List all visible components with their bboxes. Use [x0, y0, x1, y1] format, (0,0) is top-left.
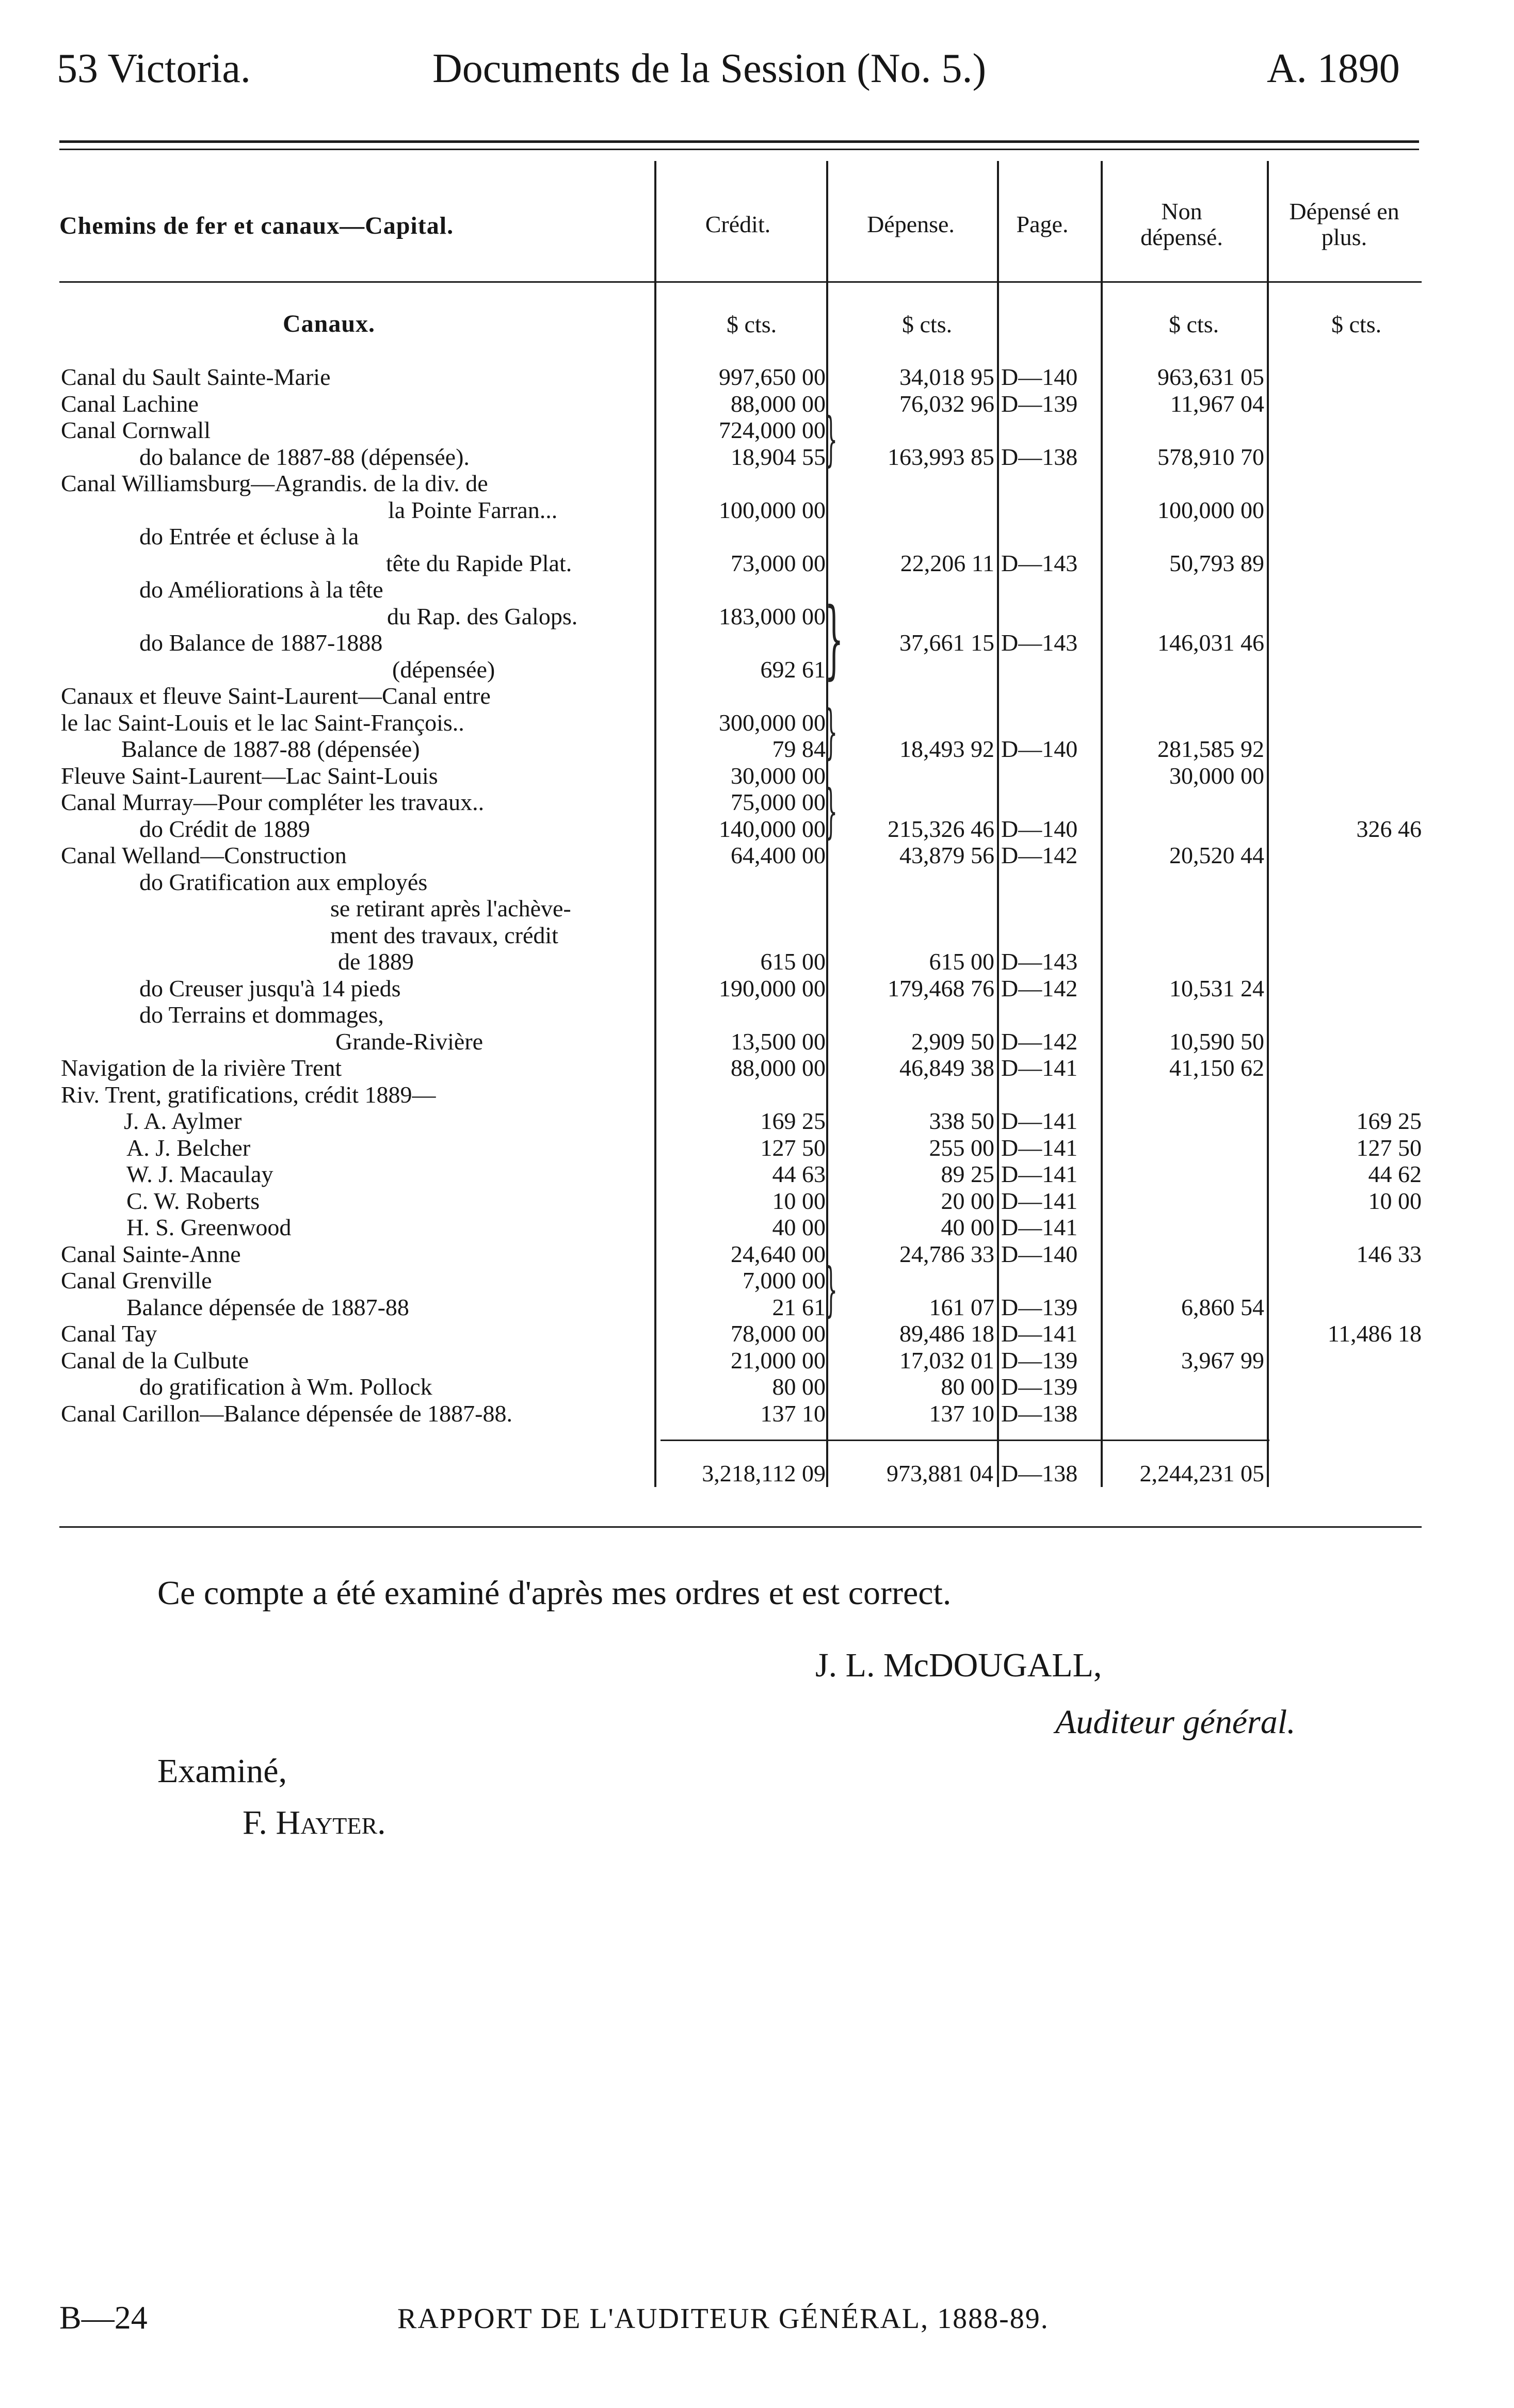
row-label: do balance de 1887-88 (dépensée).	[139, 443, 470, 470]
row-page: D—138	[1001, 1400, 1078, 1427]
row-non: 578,910 70	[1157, 443, 1264, 470]
row-depense: 615 00	[929, 948, 994, 975]
row-label: ment des travaux, crédit	[330, 922, 558, 948]
row-page: D—141	[1001, 1108, 1078, 1134]
row-label: do Terrains et dommages,	[139, 1001, 384, 1028]
row-label: Canal de la Culbute	[61, 1347, 249, 1373]
row-credit: 73,000 00	[731, 550, 826, 576]
header-year: A. 1890	[1267, 46, 1400, 91]
footer-page-ref: B—24	[59, 2299, 148, 2336]
row-non: 10,531 24	[1169, 975, 1264, 1001]
examiner-name: F. Hayter.	[243, 1804, 386, 1841]
row-depense: 40 00	[941, 1214, 994, 1240]
auditor-name: J. L. McDOUGALL,	[815, 1646, 1102, 1684]
row-depense: 89 25	[941, 1161, 994, 1187]
row-page: D—142	[1001, 975, 1078, 1001]
total-non: 2,244,231 05	[1139, 1460, 1264, 1486]
total-page: D—138	[1001, 1460, 1078, 1486]
col-non-header-line2: dépensé.	[1140, 224, 1223, 250]
row-page: D—143	[1001, 550, 1078, 576]
row-credit: 18,904 55	[731, 443, 826, 470]
row-label: do Améliorations à la tête	[139, 576, 383, 603]
row-credit: 64,400 00	[731, 842, 826, 868]
row-page: D—141	[1001, 1320, 1078, 1347]
row-plus: 10 00	[1368, 1187, 1422, 1214]
row-non: 50,793 89	[1169, 550, 1264, 576]
row-credit: 169 25	[760, 1108, 826, 1134]
row-credit: 10 00	[772, 1187, 826, 1214]
auditor-title: Auditeur général.	[1055, 1703, 1296, 1741]
row-credit: 88,000 00	[731, 1055, 826, 1081]
row-page: D—140	[1001, 364, 1078, 390]
row-page: D—142	[1001, 842, 1078, 868]
row-non: 11,967 04	[1170, 390, 1264, 417]
row-depense: 215,326 46	[888, 815, 994, 842]
row-plus: 11,486 18	[1327, 1320, 1422, 1347]
row-label: Canal Lachine	[61, 390, 199, 417]
row-credit: 40 00	[772, 1214, 826, 1240]
row-depense: 46,849 38	[899, 1055, 994, 1081]
row-credit: 300,000 00	[719, 709, 826, 736]
row-non: 6,860 54	[1181, 1294, 1264, 1320]
row-depense: 18,493 92	[899, 736, 994, 762]
row-label: Canal Williamsburg—Agrandis. de la div. de	[61, 470, 488, 496]
row-credit: 44 63	[772, 1161, 826, 1187]
row-page: D—139	[1001, 1294, 1078, 1320]
row-non: 10,590 50	[1169, 1028, 1264, 1055]
row-label: Canal du Sault Sainte-Marie	[61, 364, 331, 390]
row-credit: 724,000 00	[719, 417, 826, 443]
row-credit: 7,000 00	[743, 1267, 826, 1294]
totals-rule	[661, 1440, 1269, 1441]
row-depense: 161 07	[929, 1294, 994, 1320]
row-credit: 21 61	[772, 1294, 826, 1320]
row-label: Grande-Rivière	[335, 1028, 484, 1055]
row-credit: 78,000 00	[731, 1320, 826, 1347]
row-label: Riv. Trent, gratifications, crédit 1889—	[61, 1081, 436, 1108]
row-non: 30,000 00	[1169, 762, 1264, 789]
row-depense: 17,032 01	[899, 1347, 994, 1373]
row-depense: 80 00	[941, 1373, 994, 1400]
table-header-rule	[59, 281, 1422, 283]
row-depense: 43,879 56	[899, 842, 994, 868]
row-credit: 80 00	[772, 1373, 826, 1400]
row-non: 20,520 44	[1169, 842, 1264, 868]
row-label: Canal Sainte-Anne	[61, 1240, 241, 1267]
row-depense: 34,018 95	[899, 364, 994, 390]
row-depense: 179,468 76	[888, 975, 994, 1001]
row-plus: 169 25	[1356, 1108, 1422, 1134]
row-depense: 76,032 96	[899, 390, 994, 417]
row-page: D—141	[1001, 1161, 1078, 1187]
row-non: 100,000 00	[1157, 496, 1264, 523]
row-depense: 89,486 18	[899, 1320, 994, 1347]
row-label: A. J. Belcher	[126, 1134, 251, 1161]
row-depense: 24,786 33	[899, 1240, 994, 1267]
row-label: de 1889	[338, 948, 414, 975]
grouping-brace: }	[825, 777, 838, 845]
row-page: D—140	[1001, 815, 1078, 842]
col-non-header-line1: Non	[1161, 198, 1202, 224]
row-label: do gratification à Wm. Pollock	[139, 1373, 432, 1400]
row-plus: 127 50	[1356, 1134, 1422, 1161]
row-credit: 21,000 00	[731, 1347, 826, 1373]
row-page: D—139	[1001, 1373, 1078, 1400]
row-page: D—139	[1001, 1347, 1078, 1373]
row-credit: 24,640 00	[731, 1240, 826, 1267]
row-label: Balance de 1887-88 (dépensée)	[121, 736, 420, 762]
grouping-brace: }	[825, 405, 838, 473]
row-credit: 100,000 00	[719, 496, 826, 523]
row-non: 281,585 92	[1157, 736, 1264, 762]
row-plus: 326 46	[1356, 815, 1422, 842]
row-credit: 183,000 00	[719, 603, 826, 629]
row-credit: 88,000 00	[731, 390, 826, 417]
header-document-title: Documents de la Session (No. 5.)	[432, 46, 987, 91]
examined-label: Examiné,	[157, 1752, 287, 1790]
row-page: D—140	[1001, 736, 1078, 762]
row-credit: 692 61	[760, 656, 826, 683]
row-page: D—140	[1001, 1240, 1078, 1267]
grouping-brace: }	[825, 589, 844, 688]
row-non: 146,031 46	[1157, 629, 1264, 656]
row-credit: 615 00	[760, 948, 826, 975]
row-depense: 37,661 15	[899, 629, 994, 656]
total-credit: 3,218,112 09	[702, 1460, 826, 1486]
row-label: le lac Saint-Louis et le lac Saint-François..	[61, 709, 464, 736]
row-depense: 137 10	[929, 1400, 994, 1427]
row-plus: 44 62	[1368, 1161, 1422, 1187]
row-label: do Creuser jusqu'à 14 pieds	[139, 975, 401, 1001]
row-label: do Crédit de 1889	[139, 815, 310, 842]
row-label: Canal Murray—Pour compléter les travaux..	[61, 789, 485, 815]
col-divider	[997, 161, 999, 1487]
footer-report-title: RAPPORT DE L'AUDITEUR GÉNÉRAL, 1888-89.	[397, 2303, 1049, 2335]
row-non: 963,631 05	[1157, 364, 1264, 390]
row-credit: 127 50	[760, 1134, 826, 1161]
unit-depense: $ cts.	[902, 311, 953, 337]
row-non: 3,967 99	[1181, 1347, 1264, 1373]
row-label: do Balance de 1887-1888	[139, 629, 383, 656]
row-label: Canal Tay	[61, 1320, 157, 1347]
col-page-header: Page.	[1016, 211, 1069, 237]
row-label: tête du Rapide Plat.	[386, 550, 572, 576]
row-label: J. A. Aylmer	[124, 1108, 242, 1134]
row-label: W. J. Macaulay	[126, 1161, 273, 1187]
unit-plus: $ cts.	[1331, 311, 1382, 337]
row-page: D—143	[1001, 629, 1078, 656]
row-label: Canal Grenville	[61, 1267, 212, 1294]
row-credit: 13,500 00	[731, 1028, 826, 1055]
row-label: Fleuve Saint-Laurent—Lac Saint-Louis	[61, 762, 438, 789]
table-bottom-rule	[59, 1526, 1422, 1528]
col-credit-header: Crédit.	[705, 211, 771, 237]
row-depense: 22,206 11	[900, 550, 994, 576]
row-label: C. W. Roberts	[126, 1187, 260, 1214]
row-label: Canal Welland—Construction	[61, 842, 347, 868]
col-plus-header-line1: Dépensé en	[1289, 198, 1399, 224]
row-credit: 137 10	[760, 1400, 826, 1427]
col-depense-header: Dépense.	[867, 211, 955, 237]
row-depense: 20 00	[941, 1187, 994, 1214]
row-depense: 255 00	[929, 1134, 994, 1161]
row-label: do Gratification aux employés	[139, 868, 428, 895]
row-plus: 146 33	[1356, 1240, 1422, 1267]
row-credit: 997,650 00	[719, 364, 826, 390]
row-label: Canal Cornwall	[61, 417, 211, 443]
row-depense: 163,993 85	[888, 443, 994, 470]
grouping-brace: }	[825, 1255, 838, 1323]
row-page: D—138	[1001, 443, 1078, 470]
row-non: 41,150 62	[1169, 1055, 1264, 1081]
row-page: D—141	[1001, 1134, 1078, 1161]
row-credit: 79 84	[772, 736, 826, 762]
row-credit: 30,000 00	[731, 762, 826, 789]
row-label: se retirant après l'achève-	[330, 895, 571, 922]
row-depense: 338 50	[929, 1108, 994, 1134]
header-session-year: 53 Victoria.	[57, 46, 251, 91]
row-page: D—139	[1001, 390, 1078, 417]
section-title: Canaux.	[283, 310, 376, 337]
total-depense: 973,881 04	[887, 1460, 993, 1486]
unit-non: $ cts.	[1169, 311, 1219, 337]
row-label: do Entrée et écluse à la	[139, 523, 359, 550]
certification-statement: Ce compte a été examiné d'après mes ordres et est correct.	[157, 1574, 952, 1612]
row-label: H. S. Greenwood	[126, 1214, 292, 1240]
row-label: Canaux et fleuve Saint-Laurent—Canal entre	[61, 683, 491, 709]
col-divider	[1101, 161, 1103, 1487]
row-depense: 2,909 50	[911, 1028, 994, 1055]
row-page: D—142	[1001, 1028, 1078, 1055]
row-label: Navigation de la rivière Trent	[61, 1055, 342, 1081]
row-credit: 140,000 00	[719, 815, 826, 842]
grouping-brace: }	[825, 697, 838, 766]
table-title: Chemins de fer et canaux—Capital.	[59, 212, 454, 239]
col-plus-header-line2: plus.	[1321, 224, 1367, 250]
row-label: Canal Carillon—Balance dépensée de 1887-88.	[61, 1400, 512, 1427]
col-divider	[654, 161, 656, 1487]
row-page: D—143	[1001, 948, 1078, 975]
row-page: D—141	[1001, 1214, 1078, 1240]
row-label: Balance dépensée de 1887-88	[126, 1294, 409, 1320]
row-label: (dépensée)	[392, 656, 495, 683]
row-label: la Pointe Farran...	[388, 496, 558, 523]
unit-credit: $ cts.	[727, 311, 777, 337]
row-label: du Rap. des Galops.	[387, 603, 578, 629]
row-credit: 75,000 00	[731, 789, 826, 815]
row-page: D—141	[1001, 1055, 1078, 1081]
row-credit: 190,000 00	[719, 975, 826, 1001]
row-page: D—141	[1001, 1187, 1078, 1214]
